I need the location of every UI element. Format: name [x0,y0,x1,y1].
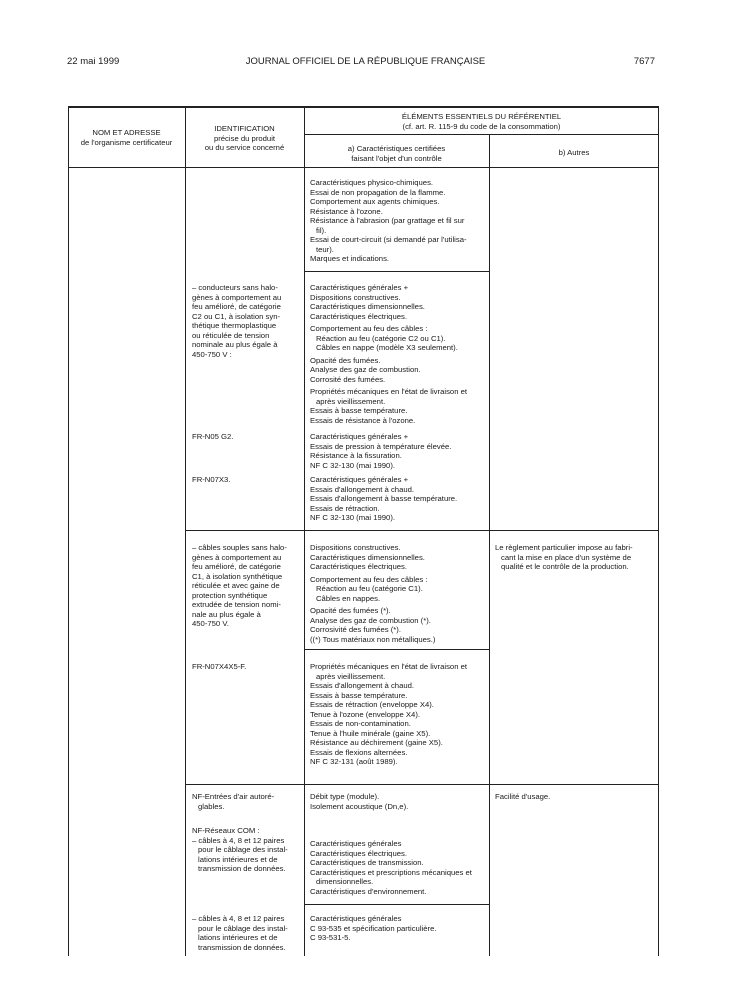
s2-identification: – conducteurs sans halo- gènes à comportement au feu amélioré, de catégorie C2 ou C1, à isolation syn- thétique thermoplastique ou réticulée de tension nominale au plus égale à 450-750 V : [192,283,282,359]
s7-other: Facilité d'usage. [495,792,551,801]
journal-title: JOURNAL OFFICIEL DE LA RÉPUBLIQUE FRANÇAISE [245,56,486,67]
s7-identification: NF-Entrées d'air autoré- glables. [192,792,275,811]
s9-identification: – câbles à 4, 8 et 12 paires pour le câblage des instal- lations intérieures et de transmission de données. [192,914,288,952]
page-date: 22 mai 1999 [67,56,120,67]
col-divider-2 [304,106,305,956]
header-col-b: b) Autres [558,148,590,157]
table-left-border [68,106,69,956]
s5-characteristics: Dispositions constructives. Caractéristiques dimensionnelles. Caractéristiques électriques. Comportement au feu des câbles : Réaction au feu (catégorie C1). Câbles en nappes. Opacité des fumées (*). Analyse des gaz de combustion (*). Corrosivité des fumées (*). ((*) Tous matériaux non métalliques.) [310,543,436,644]
s8-identification: NF-Réseaux COM : – câbles à 4, 8 et 12 paires pour le câblage des instal- lations intérieures et de transmission de données. [192,826,288,873]
header-subdivider [304,134,659,135]
header-elements: ÉLÉMENTS ESSENTIELS DU RÉFÉRENTIEL (cf. art. R. 115-9 du code de la consommation) [401,112,562,131]
row-rule [304,904,489,905]
s4-identification: FR-N07X3. [192,475,231,484]
col-divider-3 [489,134,490,956]
row-rule [185,530,659,531]
s3-identification: FR-N05 G2. [192,432,234,441]
row-rule [185,784,659,785]
row-rule [304,649,489,650]
s7-characteristics: Débit type (module). Isolement acoustique (Dn,e). [310,792,409,811]
s2-characteristics: Caractéristiques générales + Dispositions constructives. Caractéristiques dimensionnelles. Caractéristiques électriques. Comportement au feu des câbles : Réaction au feu (catégorie C2 ou C1). Câbles en nappe (modèle X3 seulement). Opacité des fumées. Analyse des gaz de combustion. Corrosité des fumées. Propriétés mécaniques en l'état de livraison et après vieillissement. Essais à basse température. Essais de résistance à l'ozone. [310,283,468,425]
s1-characteristics: Caractéristiques physico-chimiques. Essai de non propagation de la flamme. Comportement aux agents chimiques. Résistance à l'ozone. Résistance à l'abrasion (par grattage et fil sur fil). Essai de court-circuit (si demandé par l'utilisa- teur). Marques et indications. [310,178,467,263]
referential-table [68,106,659,956]
s5-other: Le règlement particulier impose au fabri- cant la mise en place d'un système de qualité et le contrôle de la production. [495,543,633,571]
header-bottom-rule [68,167,659,168]
header-col-a: a) Caractéristiques certifiées faisant l'objet d'un contrôle [347,144,446,163]
page-number: 7677 [633,56,655,67]
s8-characteristics: Caractéristiques générales Caractéristiques électriques. Caractéristiques de transmission. Caractéristiques et prescriptions mécaniques et dimensionnelles. Caractéristiques d'environnement. [310,839,472,896]
s4-characteristics: Caractéristiques générales + Essais d'allongement à chaud. Essais d'allongement à basse température. Essais de rétraction. NF C 32-130 (mai 1990). [310,475,458,522]
table-top-border [68,106,659,108]
s3-characteristics: Caractéristiques générales + Essais de pression à température élevée. Résistance à la fissuration. NF C 32-130 (mai 1990). [310,432,452,470]
col-divider-1 [185,106,186,956]
row-rule [304,271,489,272]
s9-characteristics: Caractéristiques générales C 93-535 et spécification particulière. C 93-531-5. [310,914,437,942]
s6-characteristics: Propriétés mécaniques en l'état de livraison et après vieillissement. Essais d'allongement à chaud. Essais à basse température. Essais de rétraction (enveloppe X4). Tenue à l'ozone (enveloppe X4). Essais de non-contamination. Tenue à l'huile minérale (gaine X5). Résistance au déchirement (gaine X5). Essais de flexions alternées. NF C 32-131 (août 1989). [310,662,468,766]
s5-identification: – câbles souples sans halo- gènes à comportement au feu amélioré, de catégorie C1, à isolation synthétique réticulée et avec gaine de protection synthétique extrudée de tension nomi- nale au plus égale à 450-750 V. [192,543,287,628]
s6-identification: FR-N07X4X5-F. [192,662,247,671]
table-right-border [658,106,659,956]
header-org: NOM ET ADRESSE de l'organisme certificateur [80,128,173,147]
header-identification: IDENTIFICATION précise du produit ou du service concerné [204,124,285,152]
